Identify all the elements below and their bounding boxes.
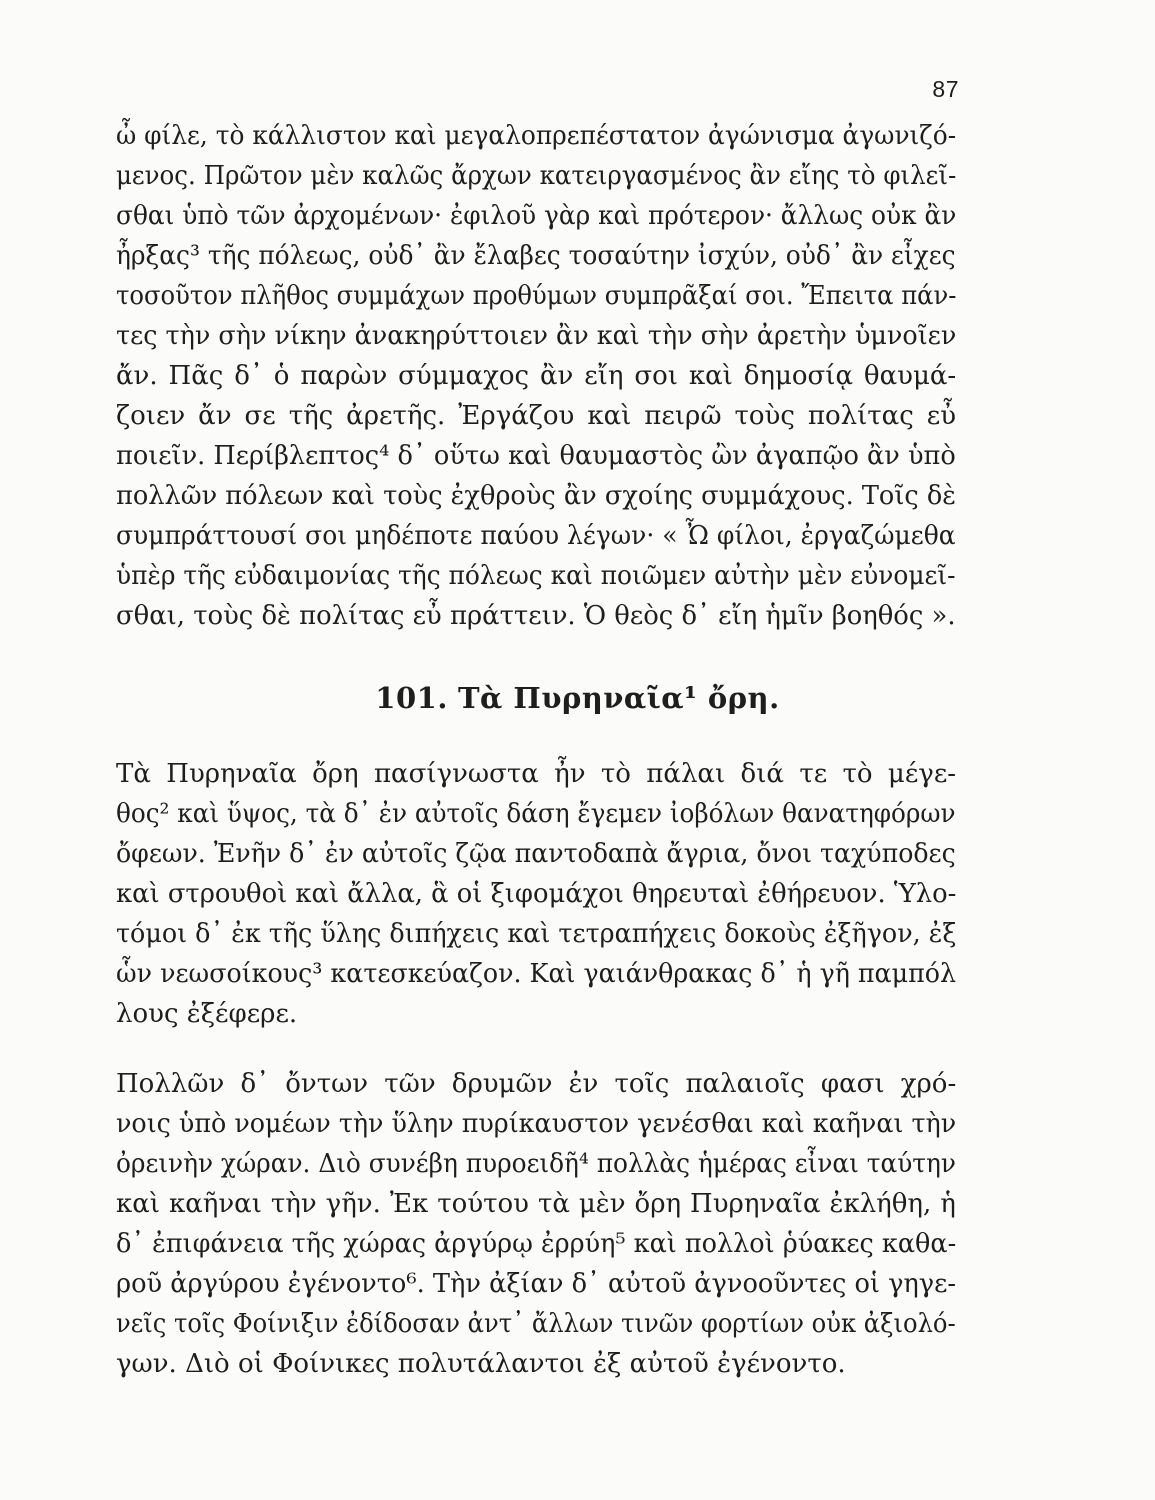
text-line: θος² καὶ ὕψος, τὰ δ᾽ ἐν αὐτοῖς δάση ἔγεμεν ἰοβόλων θανατηφόρων xyxy=(116,799,956,829)
text-line: ἦρξας³ τῆς πόλεως, οὐδ᾽ ἂν ἔλαβες τοσαύτην ἰσχύν, οὐδ᾽ ἂν εἶχες xyxy=(116,241,956,271)
text-line: καὶ στρουθοὶ καὶ ἄλλα, ἃ οἱ ξιφομάχοι θηρευταὶ ἐθήρευον. Ὑλο- xyxy=(116,879,957,909)
text-line: νοις ὑπὸ νομέων τὴν ὕλην πυρίκαυστον γενέσθαι καὶ καῆναι τὴν xyxy=(116,1109,957,1139)
text-line: ροῦ ἀργύρου ἐγένοντο⁶. Τὴν ἀξίαν δ᾽ αὐτοῦ ἀγνοοῦντες οἱ γηγε- xyxy=(116,1269,957,1299)
paragraph-2 xyxy=(116,754,956,1034)
text-line: λους ἐξέφερε. xyxy=(116,999,298,1029)
text-line: συμπράττουσί σοι μηδέποτε παύου λέγων· « Ὦ φίλοι, ἐργαζώμεθα xyxy=(116,521,956,551)
text-line: τοσοῦτον πλῆθος συμμάχων προθύμων συμπρᾶξαί σοι. Ἔπειτα πάν- xyxy=(116,281,957,311)
paragraph-1 xyxy=(116,116,956,636)
text-line: Τὰ Πυρηναῖα ὄρη πασίγνωστα ἦν τὸ πάλαι διά τε τὸ μέγε- xyxy=(116,759,957,789)
section-title: Τὰ Πυρηναῖα¹ ὄρη. xyxy=(457,681,780,715)
text-line: σθαι ὑπὸ τῶν ἀρχομένων· ἐφιλοῦ γὰρ καὶ πρότερον· ἄλλως οὐκ ἂν xyxy=(116,201,957,231)
text-line: Πολλῶν δ᾽ ὄντων τῶν δρυμῶν ἐν τοῖς παλαιοῖς φασι χρό- xyxy=(116,1069,957,1099)
text-line: τόμοι δ᾽ ἐκ τῆς ὕλης διπήχεις καὶ τετραπήχεις δοκοὺς ἐξῆγον, ἐξ xyxy=(116,919,957,949)
text-line: πολλῶν πόλεων καὶ τοὺς ἐχθροὺς ἂν σχοίης συμμάχους. Τοῖς δὲ xyxy=(116,481,957,511)
section-heading xyxy=(0,678,1155,718)
text-line: καὶ καῆναι τὴν γῆν. Ἐκ τούτου τὰ μὲν ὄρη Πυρηναῖα ἐκλήθη, ἡ xyxy=(116,1189,956,1219)
text-line: ὀρεινὴν χώραν. Διὸ συνέβη πυροειδῆ⁴ πολλὰς ἡμέρας εἶναι ταύτην xyxy=(116,1149,956,1179)
page-number: 87 xyxy=(932,76,959,102)
text-line: δ᾽ ἐπιφάνεια τῆς χώρας ἀργύρῳ ἐρρύη⁵ καὶ πολλοὶ ῥύακες καθα- xyxy=(116,1229,957,1259)
text-line: ὄφεων. Ἐνῆν δ᾽ ἐν αὐτοῖς ζῷα παντοδαπὰ ἄγρια, ὄνοι ταχύποδες xyxy=(116,839,956,869)
text-line: σθαι, τοὺς δὲ πολίτας εὖ πράττειν. Ὁ θεὸς δ᾽ εἴη ἡμῖν βοηθός ». xyxy=(116,601,956,631)
text-line: ὧν νεωσοίκους³ κατεσκεύαζον. Καὶ γαιάνθρακας δ᾽ ἡ γῆ παμπόλ xyxy=(116,959,957,989)
section-number: 101. xyxy=(375,681,448,715)
paragraph-3 xyxy=(116,1064,956,1384)
text-line: τες τὴν σὴν νίκην ἀνακηρύττοιεν ἂν καὶ τὴν σὴν ἀρετὴν ὑμνοῖεν xyxy=(116,321,957,351)
text-line: ὦ φίλε, τὸ κάλλιστον καὶ μεγαλοπρεπέστατον ἀγώνισμα ἀγωνιζό- xyxy=(116,121,957,151)
text-line: μενος. Πρῶτον μὲν καλῶς ἄρχων κατειργασμένος ἂν εἴης τὸ φιλεῖ- xyxy=(116,161,957,191)
text-line: ὑπὲρ τῆς εὐδαιμονίας τῆς πόλεως καὶ ποιῶμεν αὐτὴν μὲν εὐνομεῖ- xyxy=(116,561,956,591)
text-line: νεῖς τοῖς Φοίνιξιν ἐδίδοσαν ἀντ᾽ ἄλλων τινῶν φορτίων οὐκ ἀξιολό- xyxy=(116,1309,956,1339)
text-line: ζοιεν ἄν σε τῆς ἀρετῆς. Ἐργάζου καὶ πειρῶ τοὺς πολίτας εὖ xyxy=(116,401,957,431)
text-line: ἄν. Πᾶς δ᾽ ὁ παρὼν σύμμαχος ἂν εἴη σοι καὶ δημοσίᾳ θαυμά- xyxy=(116,361,957,391)
text-line: γων. Διὸ οἱ Φοίνικες πολυτάλαντοι ἐξ αὐτοῦ ἐγένοντο. xyxy=(116,1349,846,1379)
text-line: ποιεῖν. Περίβλεπτος⁴ δ᾽ οὕτω καὶ θαυμαστὸς ὢν ἀγαπῷο ἂν ὑπὸ xyxy=(116,441,956,471)
